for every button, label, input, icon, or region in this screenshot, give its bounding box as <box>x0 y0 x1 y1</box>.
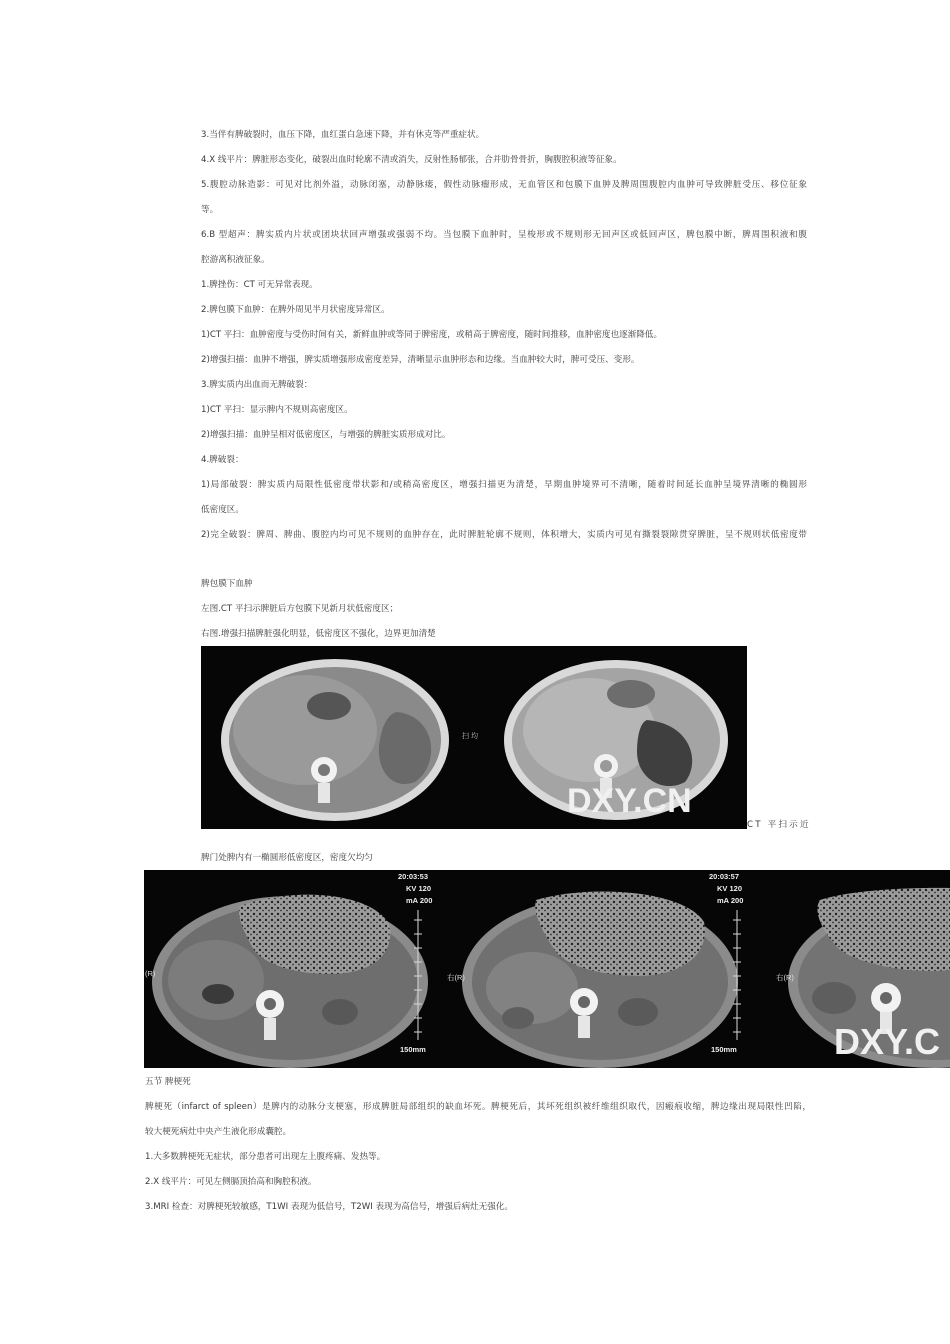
figure-title: 脾包膜下血肿 <box>201 579 253 589</box>
ct-image-splenic-hilum <box>144 870 950 1068</box>
scan-kv: KV 120 <box>717 884 743 893</box>
paragraph-line: 4.脾破裂： <box>201 455 244 465</box>
trailing-caption: CT 平扫示近 <box>747 820 811 830</box>
paragraph-line: 1)CT 平扫：血肿密度与受伤时间有关，新鲜血肿或等同于脾密度，或稍高于脾密度，随时间推移，血肿密度也逐渐降低。 <box>201 330 663 340</box>
paragraph-line: 2)增强扫描：血肿不增强，脾实质增强形成密度差异，清晰显示血肿形态和边缘。当血肿较大时，脾可受压、变形。 <box>201 355 640 365</box>
paragraph-line: 6.B 型超声：脾实质内片状或团块状回声增强或强弱不均。当包膜下血肿时，呈梭形或不规则形无回声区或低回声区，脾包膜中断，脾周围积液和腹 <box>201 230 807 240</box>
paragraph-line: 较大梗死病灶中央产生液化形成囊腔。 <box>145 1127 292 1137</box>
paragraph-line: 3.当伴有脾破裂时，血压下降，血红蛋白急速下降，并有休克等严重症状。 <box>201 130 485 140</box>
paragraph-line: 1)CT 平扫：显示脾内不规则高密度区。 <box>201 405 353 415</box>
scan-time: 20:03:57 <box>709 872 740 881</box>
paragraph-line: 2.X 线平片：可见左侧膈顶抬高和胸腔积液。 <box>145 1177 317 1187</box>
paragraph-line: 1)局部破裂：脾实质内局限性低密度带状影和/或稍高密度区，增强扫描更为清楚，早期血肿境界可不清晰，随着时间延长血肿呈境界清晰的椭圆形 <box>201 480 807 490</box>
side-marker: (R) <box>145 969 156 978</box>
paragraph-line: 低密度区。 <box>201 505 244 515</box>
paragraph-line: 2.脾包膜下血肿：在脾外周见半月状密度异常区。 <box>201 305 390 315</box>
paragraph-line: 3.脾实质内出血而无脾破裂： <box>201 380 313 390</box>
scale-label: 150mm <box>711 1045 737 1054</box>
watermark: DXY.C <box>834 1021 941 1062</box>
paragraph-line: 3.MRI 检查：对脾梗死较敏感，T1WI 表现为低信号，T2WI 表现为高信号，增强后病灶无强化。 <box>145 1202 514 1212</box>
scan-ma: mA 200 <box>717 896 744 905</box>
paragraph-line: 腔游离积液征象。 <box>201 255 270 265</box>
side-marker: 右(R) <box>447 973 465 982</box>
paragraph-line: 等。 <box>201 205 219 215</box>
ct-image-subcapsular-hematoma <box>201 646 747 829</box>
paragraph-line: 1.大多数脾梗死无症状，部分患者可出现左上腹疼痛、发热等。 <box>145 1152 386 1162</box>
section-heading: 五节 脾梗死 <box>145 1077 191 1087</box>
figure-caption: 脾门处脾内有一椭圆形低密度区，密度欠均匀 <box>201 853 373 863</box>
paragraph-line: 5.腹腔动脉造影：可见对比剂外溢，动脉闭塞，动静脉瘘，假性动脉瘤形成，无血管区和包膜下血肿及脾周围腹腔内血肿可导致脾脏受压、移位征象 <box>201 180 807 190</box>
watermark: DXY.CN <box>567 782 692 820</box>
scan-ma: mA 200 <box>406 896 433 905</box>
paragraph-line: 1.脾挫伤：CT 可无异常表现。 <box>201 280 318 290</box>
figure-caption: 右图.增强扫描脾脏强化明显，低密度区不强化，边界更加清楚 <box>201 629 436 639</box>
paragraph-line: 2)增强扫描：血肿呈相对低密度区，与增强的脾脏实质形成对比。 <box>201 430 451 440</box>
scan-time: 20:03:53 <box>398 872 429 881</box>
side-marker: 右(R) <box>776 973 794 982</box>
image-label: 扫 均 <box>462 733 478 740</box>
paragraph-line: 2)完全破裂：脾周、脾曲、腹腔内均可见不规则的血肿存在，此时脾脏轮廓不规则，体积增大，实质内可见有撕裂裂隙贯穿脾脏，呈不规则状低密度带 <box>201 530 807 540</box>
figure-caption: 左图.CT 平扫示脾脏后方包膜下见新月状低密度区； <box>201 604 399 614</box>
scale-label: 150mm <box>400 1045 426 1054</box>
paragraph-line: 脾梗死（infarct of spleen）是脾内的动脉分支梗塞，形成脾脏局部组织的缺血坏死。脾梗死后，其坏死组织被纤维组织取代，因瘢痕收缩，脾边缘出现局限性凹陷， <box>145 1102 811 1112</box>
paragraph-line: 4.X 线平片：脾脏形态变化，破裂出血时轮廓不清或消失，反射性肠郁张，合并肋骨骨折，胸腹腔积液等征象。 <box>201 155 622 165</box>
scan-kv: KV 120 <box>406 884 432 893</box>
